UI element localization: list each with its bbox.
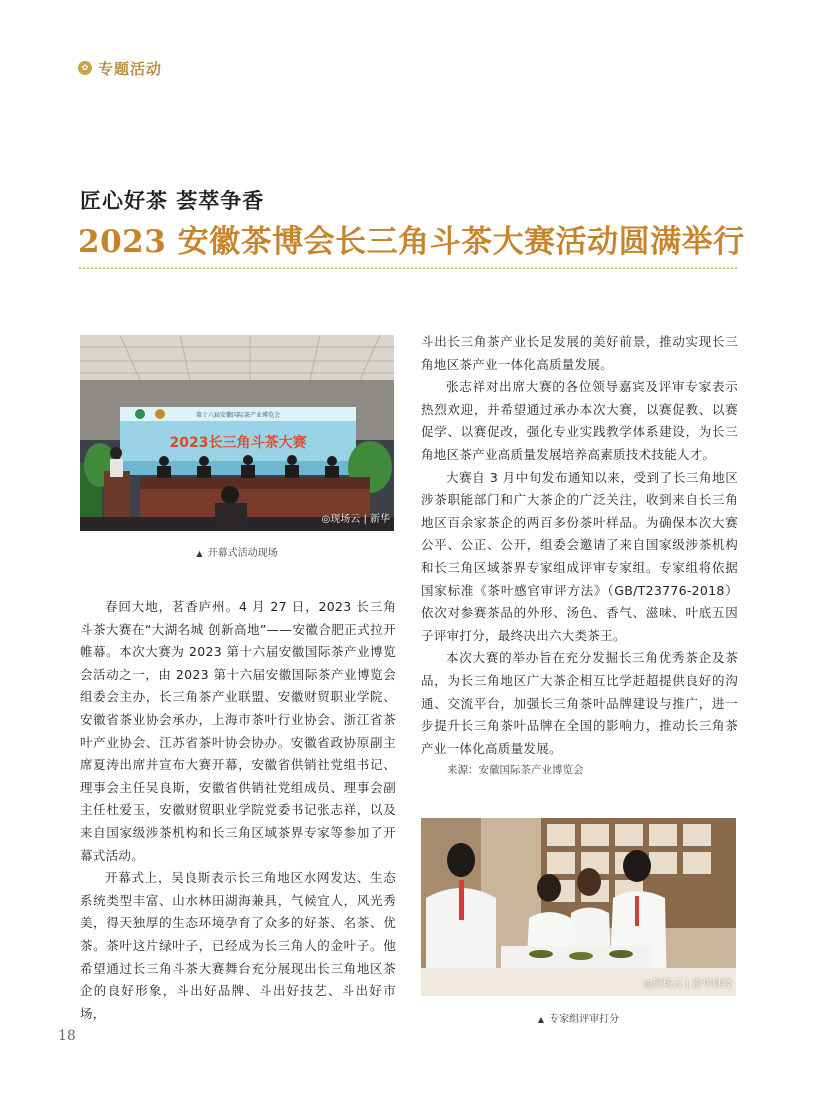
banner-title-text: 2023长三角斗茶大赛 — [169, 435, 307, 451]
page-number: 18 — [58, 1028, 76, 1044]
article-subtitle: 匠心好茶 荟萃争香 — [80, 189, 265, 213]
right-paragraph-1: 张志祥对出席大赛的各位领导嘉宾及评审专家表示热烈欢迎，并希望通过承办本次大赛，以赛促教、以赛促学、以赛促改，强化专业实践教学体系建设，为长三角地区茶产业高质量发展培养高素质技术技能人才。 — [421, 379, 738, 462]
right-paragraph-3: 本次大赛的举办旨在充分发掘长三角优秀茶企及茶品，为长三角地区广大茶企相互比学赶超提供良好的沟通、交流平台，加强长三角茶叶品牌建设与推广，进一步提升长三角茶叶品牌在全国的影响力，推动长三角茶产业一体化高质量发展。 — [421, 650, 738, 756]
left-paragraph-1: 春回大地，茗香庐州。4 月 27 日，2023 长三角斗茶大赛在“大湖名城 创新高地”——安徽合肥正式拉开帷幕。本次大赛为 2023 第十六届安徽国际茶产业博览会活动之一，由 2023 第十六届安徽国际茶产业博览会组委会主办，长三角茶产业联盟、安徽财贸职业学院、安徽省茶业协会承办，上海市茶叶行业协会、浙江省茶叶产业协会、江苏省茶叶协会协办。安徽省政协原副主席夏涛出席并宣布大赛开幕，安徽省供销社党组书记、理事会主任吴良斯，安徽省供销社党组成员、理事会副主任杜爱玉，安徽财贸职业学院党委书记张志祥，以及来自国家级涉茶机构和长三角区域茶界专家等参加了开幕式活动。 — [80, 599, 396, 863]
expert-judging-photo — [421, 818, 736, 996]
right-column — [421, 331, 738, 778]
left-column — [80, 596, 396, 1025]
section-tag — [78, 57, 162, 79]
banner-top-text: 第十六届安徽国际茶产业博览会 — [195, 412, 281, 419]
opening-ceremony-illustration — [80, 335, 394, 531]
photo1-caption-text: 开幕式活动现场 — [207, 548, 278, 559]
expert-judging-illustration — [421, 818, 736, 996]
circle-badge-icon: ✿ — [78, 61, 92, 75]
right-paragraph-continued: 斗出长三角茶产业长足发展的美好前景，推动实现长三角地区茶产业一体化高质量发展。 — [421, 334, 738, 372]
section-label: 专题活动 — [98, 59, 163, 78]
article-title: 2023 安徽茶博会长三角斗茶大赛活动圆满举行 — [78, 224, 745, 260]
left-paragraph-2: 开幕式上，吴良斯表示长三角地区水网发达、生态系统类型丰富、山水林田湖海兼具，气候宜人，风光秀美，得天独厚的生态环境孕育了众多的好茶、名茶、优茶。茶叶这片绿叶子，已经成为长三角人的金叶子。他希望通过长三角斗茶大赛舞台充分展现出长三角地区茶企的良好形象，斗出好品牌、斗出好技艺、斗出好市场， — [80, 870, 396, 1021]
triangle-up-icon: ▲ — [537, 1015, 545, 1024]
title-divider — [78, 267, 737, 269]
opening-ceremony-photo — [80, 335, 394, 531]
right-paragraph-2: 大赛自 3 月中旬发布通知以来，受到了长三角地区涉茶职能部门和广大茶企的广泛关注，收到来自长三角地区百余家茶企的两百多份茶叶样品。为确保本次大赛公平、公正、公开，组委会邀请了来自国家级涉茶机构和长三角区域茶界专家组成评审专家组。专家组将依据国家标准《茶叶感官审评方法》（GB/T23776-2018）依次对参赛茶品的外形、汤色、香气、滋味、叶底五因子评审打分，最终决出六大类茶王。 — [421, 469, 738, 643]
photo2-caption — [421, 1010, 736, 1025]
photo1-watermark: ◎现场云 | 新华 — [321, 514, 390, 525]
triangle-up-icon: ▲ — [196, 549, 203, 558]
photo2-caption-text: 专家组评审打分 — [549, 1014, 620, 1025]
article-source: 来源：安徽国际茶产业博览会 — [447, 764, 584, 777]
photo1-caption — [80, 544, 394, 559]
photo2-watermark: ◎现场云 | 新华财经 — [643, 979, 732, 990]
